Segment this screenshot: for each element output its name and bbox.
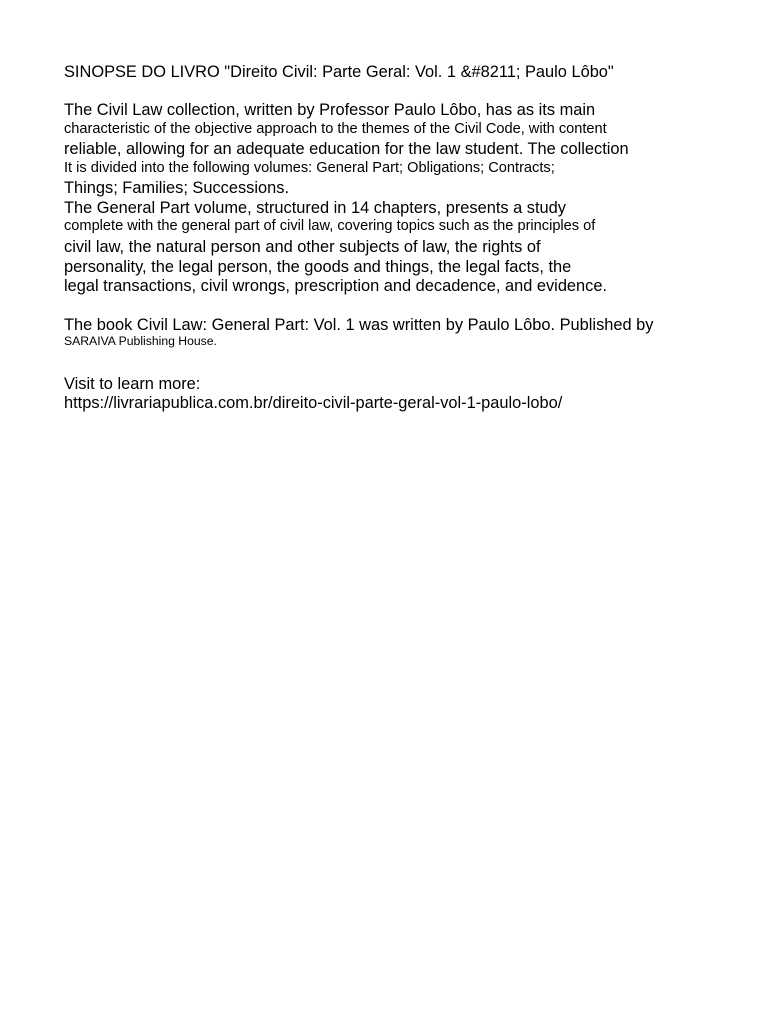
paragraph-line: It is divided into the following volumes: General Part; Obligations; Contracts; [64, 160, 555, 176]
paragraph-line: Things; Families; Successions. [64, 179, 289, 197]
paragraph-line: reliable, allowing for an adequate education for the law student. The collection [64, 140, 629, 158]
document-title: SINOPSE DO LIVRO "Direito Civil: Parte Geral: Vol. 1 &#8211; Paulo Lôbo" [64, 63, 614, 81]
paragraph-line: complete with the general part of civil law, covering topics such as the principles of [64, 218, 596, 234]
visit-label: Visit to learn more: [64, 375, 201, 393]
paragraph-line: civil law, the natural person and other subjects of law, the rights of [64, 238, 541, 256]
paragraph-line: personality, the legal person, the goods and things, the legal facts, the [64, 258, 572, 276]
paragraph-line: The Civil Law collection, written by Professor Paulo Lôbo, has as its main [64, 101, 596, 119]
paragraph-line: The General Part volume, structured in 14 chapters, presents a study [64, 199, 566, 217]
visit-url-link[interactable]: https://livrariapublica.com.br/direito-civil-parte-geral-vol-1-paulo-lobo/ [64, 394, 563, 412]
paragraph-line: characteristic of the objective approach to the themes of the Civil Code, with content [64, 121, 607, 137]
paragraph-line: The book Civil Law: General Part: Vol. 1 was written by Paulo Lôbo. Published by [64, 316, 654, 334]
paragraph-line: legal transactions, civil wrongs, prescription and decadence, and evidence. [64, 277, 608, 295]
paragraph-line: SARAIVA Publishing House. [64, 334, 217, 348]
